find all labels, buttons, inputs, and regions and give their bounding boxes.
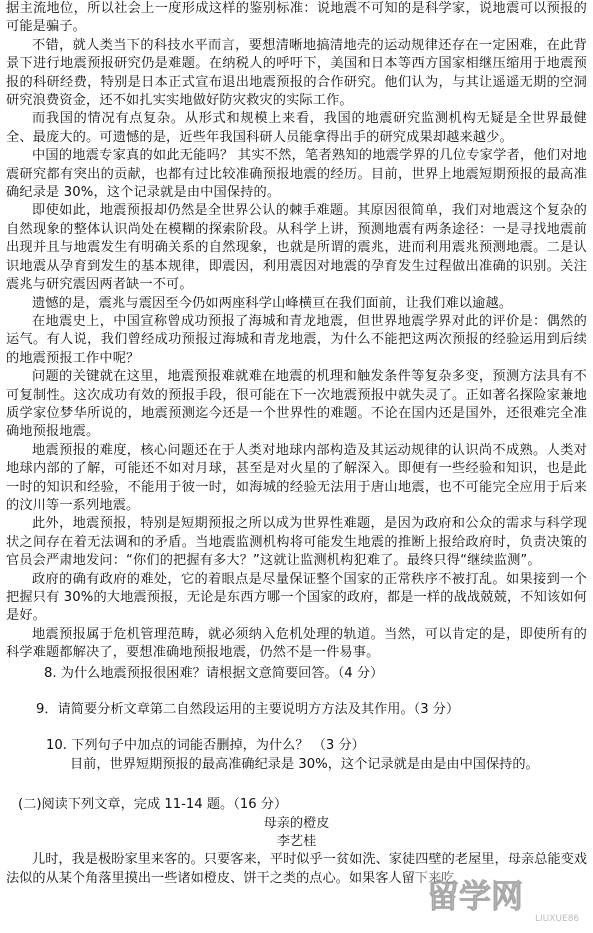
question-10-sentence: 目前，世界短期预报的最高准确纪录是 30%，这个记录就是由是由中国保持的。 [70, 756, 539, 772]
site-watermark-logo [417, 867, 587, 929]
article-paragraph: 此外，地震预报，特别是短期预报之所以成为世界性难题，是因为政府和公众的需求与科学现状之间存在着无法调和的矛盾。当地震监测机构将可能发生地震的推断上报给政府时，负责决策的官员会严肃地发问：“你们的把握有多大？”这就让监测机构犯难了。最终只得“继续监测”。 [6, 516, 587, 569]
question-10: 10. 下列句子中加点的词能否删掉，为什么？ （3 分） [46, 738, 365, 754]
article-paragraph: 在地震史上，中国宣称曾成功预报了海城和青龙地震，但世界地震学界对此的评价是：偶然的运气。有人说，我们曾经成功预报过海城和青龙地震，为什么不能把这两次预报的经验运用到后续的地震预报工作中呢？ [6, 313, 587, 366]
article-paragraph: 问题的关键就在这里，地震预报难就难在地震的机理和触发条件等复杂多变，预测方法具有不可复制性。这次成功有效的预报手段，很可能在下一次地震预报中就失灵了。正如著名探险家兼地质学家位梦华所说的，地震预测迄今还是一个世界性的难题。不论在国内还是国外，还很难完全准确地预报地震。 [6, 369, 587, 440]
article-paragraph: 不错，就人类当下的科技水平而言，要想清晰地搞清地壳的运动规律还存在一定困难，在此背景下进行地震预报研究仍是难题。在纳税人的呼吁下，美国和日本等西方国家相继压缩用于地震预报的科研经费，特别是日本正式宣布退出地震预报的合作研究。他们认为，与其让遥遥无期的空洞研究浪费资金，还不如扎实实地做好防灾救灾的实际工作。 [6, 37, 587, 109]
article-paragraph: 地震预报属于危机管理范畴，就必须纳入危机处理的轨道。当然，可以肯定的是，即使所有的科学难题都解决了，要想准确地预报地震，仍然不是一件易事。 [6, 626, 587, 661]
article-paragraph: 中国的地震专家真的如此无能吗？ 其实不然，笔者熟知的地震学界的几位专家学者，他们对地震研究都有突出的贡献，也都有过比较准确预报地震的经历。目前，世界上地震短期预报的最高准确纪录是 30%，这个记录就是由中国保持的。 [6, 148, 587, 201]
story-author: 李艺桂 [276, 834, 317, 850]
article-paragraph: 据主流地位，所以社会上一度形成这样的鉴别标准：说地震不可知的是科学家，说地震可以预报的可能是骗子。 [6, 1, 587, 35]
article-paragraph: 即使如此，地震预报却仍然是全世界公认的棘手难题。其原因很简单，我们对地震这个复杂的自然现象的整体认识尚处在模糊的探索阶段。从科学上讲，预测地震有两条途径：一是寻找地震前出现并且与地震发生有明确关系的自然现象，也就是所谓的震兆，进而利用震兆预测地震。二是认识地震从孕育到发生的基本规律，即震因，利用震因对地震的孕育发生过程做出准确的识别。关注震兆与研究震因两者缺一不可。 [6, 203, 587, 293]
svg-text:留学网: 留学网 [427, 877, 524, 915]
article-paragraph: 遗憾的是，震兆与震因至今仍如两座科学山峰横亘在我们面前，让我们难以逾越。 [32, 295, 513, 311]
section-2-heading: (二)阅读下列文章，完成 11-14 题。（16 分） [18, 797, 288, 813]
svg-text:LIUXUE86: LIUXUE86 [535, 914, 580, 924]
story-title: 母亲的橙皮 [263, 815, 330, 831]
article-paragraph: 政府的确有政府的难处，它的着眼点是尽量保证整个国家的正常秩序不被打乱。如果接到一个把握只有 30%的大地震预报，无论是东西方哪一个国家的政府，都是一样的战战兢兢，不知该如何是好。 [6, 571, 587, 624]
story-first-paragraph: 儿时，我是极盼家里来客的。只要客来，平时似乎一贫如洗、家徒四壁的老屋里，母亲总能变戏法似的从某个角落里摸出一些诸如橙皮、饼干之类的点心。如果客人留下来吃 [6, 852, 587, 886]
article-paragraph: 地震预报的难度，核心问题还在于人类对地球内部构造及其运动规律的认识尚不成熟。人类对地球内部的了解，可能还不如对月球，甚至是对火星的了解深入。即便有一些经验和知识，也是此一时的知识和经验，不能用于彼一时，如海城的经验无法用于唐山地震，也不可能完全应用于后来的汶川等一系列地震。 [6, 442, 587, 513]
article-paragraph: 而我国的情况有点复杂。从形式和规模上来看，我国的地震研究监测机构无疑是全世界最健全、最庞大的。可遗憾的是，近些年我国科研人员能拿得出手的研究成果却越来越少。 [6, 111, 587, 145]
question-9: 9．请简要分析文章第二自然段运用的主要说明方方法及其作用。（3 分） [36, 702, 460, 718]
question-8: 8. 为什么地震预报很困难？请根据文意简要回答。（4 分） [44, 665, 384, 681]
